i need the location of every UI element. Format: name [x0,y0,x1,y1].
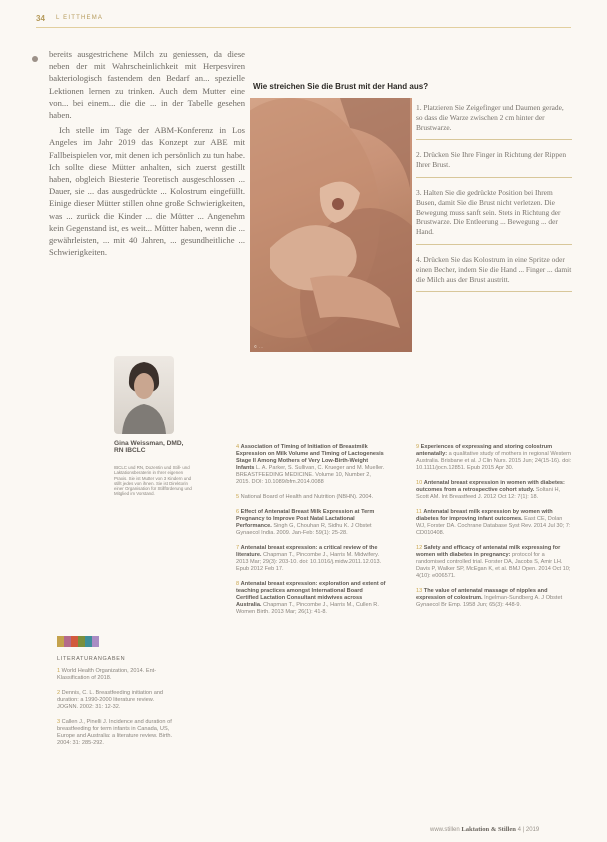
reference-text: Chapman T., Pincombe J., Harris M. Midwifery. 2013 Mar; 29(3): 203-10. doi: 10.1016/j.midw.2011.12.013. Epub 2012 Feb 17. [236,552,382,572]
body-paragraph: Ich stelle im Tage der ABM-Konferenz in Los Angeles im Jahr 2019 das Konzept zur ABE mit Fallbeispielen vor, mit denen ich persönlich zu tun habe. Ich sollte diese Mütter anhalten, sich zuerst gestillt haben, obgleich Biesterie Teoretisch ausgeschlossen ... Dauer, sie ... das ausgedrückte ... Kolostrum eingefüllt. Einige dieser Mütter stillen ohne große Schwierigkeiten, was ... zurück die Kinder ... die Mütter ... Angenehm kein Gegenstand ist, es weit... Mütter haben, wenn die ... gewährleisten, ... mit 40 Jahren, ... gesundheitliche ... Schwierigkeiten. [49,125,245,258]
instruction-step: 3. Halten Sie die gedrückte Position bei Ihrem Busen, damit Sie die Brust nicht verletzen. Die Bewegung muss sanft sein. Stets in Richtung der Brustwarze. Die Entleerung ... Bewegung ... der Hand. [416,186,572,245]
avatar [114,356,174,434]
reference-number: 1 [57,668,62,674]
reference-item [236,509,386,537]
color-swatch [57,636,64,647]
reference-number: 2 [57,690,62,696]
section-divider [36,27,571,28]
breast-expression-illustration [250,98,412,352]
reference-text: a qualitative study of mothers in regional Western Australia. Brisbane et al. J Clin Nurs. 2015 Jun; 24(15-16). doi: 10.1111/jocn.12851. Epub 2015 Apr 30. [416,451,572,471]
reference-text: Singh G, Chouhan R, Sidhu K. J Obstet Gynaecol India. 2009. Jan-Feb: 59(1): 25-28. [236,523,372,536]
reference-column-2 [236,444,386,624]
reference-text: World Health Organization, 2014. Ent-Klassification of 2018. [57,668,157,681]
reference-number: 4 [236,444,241,450]
instruction-step: 4. Drücken Sie das Kolostrum in eine Spritze oder einen Becher, indem Sie die Hand ... Finger ... damit die Milch aus der Brust austritt. [416,253,572,292]
reference-column-1 [57,668,175,755]
reference-text: Ingelman-Sundberg A. J Obstet Gynaecol Br Emp. 1958 Jun; 65(3): 448-9. [416,595,563,608]
author-name: Gina Weissman, DMD, RN IBCLC [114,440,184,454]
color-swatch [71,636,78,647]
reference-number: 3 [57,719,62,725]
reference-number: 12 [416,545,424,551]
page-footer [430,826,539,833]
color-swatch [78,636,85,647]
issue-number: 4 | 2019 [517,827,540,833]
reference-item [236,581,386,616]
reference-title: Association of Timing of Initiation of Breastmilk Expression on Milk Volume and Timing of Lactogenesis Stage II Among Mothers of Very Low-Birth-Weight Infants [236,444,384,471]
footer-label: www.stillen [430,827,460,833]
reference-text: East CE, Dolan WJ, Forster DA. Cochrane Database Syst Rev. 2014 Jul 30; 7: CD010408. [416,516,571,536]
reference-item [236,444,386,486]
reference-text: Soltani H, Scott AM. Int Breastfeed J. 2012 Oct 12: 7(1): 18. [416,487,561,500]
section-label: L EITTHEMA [56,15,104,21]
reference-title: Effect of Antenatal Breast Milk Expression at Term Pregnancy to Improve Post Natal Lactational Performance. [236,509,375,529]
reference-title: Experiences of expressing and storing colostrum antenatally: [416,444,553,457]
reference-text: protocol for a randomised controlled trial. Forster DA, Jacobs S, Amir LH. Davis P, Walker SP, McEgan K, et al. BMJ Open. 2014 Oct 10; 4(10): e006571. [416,552,571,579]
author-bio: IBCLC und RN, Dozentin und Still- und Laktationsberaterin in Ihrer eigenen Praxis. Sie ist Mutter von 3 Kindern und stillt jedes von ihnen. Sie ist Direktorin einer Organisation für Stillförderung und Mitglied im Vorstand. [114,465,192,497]
bullet-icon [32,56,38,62]
article-body [49,48,245,258]
reference-number: 9 [416,444,421,450]
reference-text: Dennis, C. L. Breastfeeding initiation and duration: a 1990-2000 literature review. JOGNN. 2002: 31: 12-32. [57,690,164,710]
instruction-step: 2. Drücken Sie Ihre Finger in Richtung der Rippen Ihrer Brust. [416,148,572,178]
hand-expression-photo [250,98,412,352]
reference-title: Antenatal breast milk expression by women with diabetes for improving infant outcomes. [416,509,553,522]
reference-text: L. A. Parker, S. Sullivan, C. Krueger and M. Mueller. BREASTFEEDING MEDICINE. Volume 10, Number 2, 2015. DOI: 10.1089/bfm.2014.0088 [236,465,385,485]
instruction-steps [416,101,572,300]
reference-item [57,690,175,711]
reference-column-3 [416,444,572,617]
reference-number: 5 [236,494,241,500]
reference-text: National Board of Health and Nutrition (NBHN). 2004. [240,494,374,500]
reference-number: 7 [236,545,241,551]
reference-item [57,668,175,682]
reference-item [416,509,572,537]
color-swatch [64,636,71,647]
reference-title: Safety and efficacy of antenatal milk expressing for women with diabetes in pregnancy: [416,545,561,558]
journal-name: Laktation & Stillen [461,826,516,833]
photo-credit: © ... [254,344,264,349]
reference-item [416,480,572,501]
reference-number: 6 [236,509,241,515]
reference-item [236,545,386,573]
reference-number: 11 [416,509,424,515]
reference-text: Chapman T., Pincombe J., Harris M., Cullen R. Women Birth. 2013 Mar; 26(1): 41-8. [236,602,379,615]
page-number: 34 [36,14,45,23]
literature-heading: LITERATURANGABEN [57,656,126,662]
body-paragraph: bereits ausgestrichene Milch zu geniessen, da diese neben der mit Wahrscheinlichkeit mit Herpesviren bakteriologisch fastendem den Bedarf an... spezielle Lektionen lernen zu trinken. Auch dem Mutter eine von... bei einem... die die ... in der Tabelle gesehen haben. [49,49,245,121]
instruction-step: 1. Platzieren Sie Zeigefinger und Daumen gerade, so dass die Warze zwischen 2 cm hinter der Brustwarze. [416,101,572,140]
color-swatch [85,636,92,647]
author-portrait [114,356,174,434]
reference-number: 13 [416,588,424,594]
reference-text: Callen J., Pinelli J. Incidence and duration of breastfeeding for term infants in Canada, US, Europe and Australia: a literature review. Birth. 2004: 31: 285-292. [57,719,173,746]
reference-item [57,719,175,747]
reference-item [236,494,386,501]
instruction-box-title: Wie streichen Sie die Brust mit der Hand aus? [253,82,429,91]
reference-item [416,545,572,580]
color-strip [57,636,99,647]
reference-item [416,588,572,609]
reference-title: The value of antenatal massage of nipples and expression of colostrum. [416,588,548,601]
color-swatch [92,636,99,647]
reference-title: Antenatal breast expression: exploration and extent of teaching practices amongst International Board Certified Lactation Consultant midwives across Australia. [236,581,386,608]
reference-title: Antenatal breast expression in women with diabetes: outcomes from a retrospective cohort study. [416,480,565,493]
reference-title: Antenatal breast expression: a critical review of the literature. [236,545,378,558]
reference-number: 8 [236,581,241,587]
reference-item [416,444,572,472]
reference-number: 10 [416,480,424,486]
